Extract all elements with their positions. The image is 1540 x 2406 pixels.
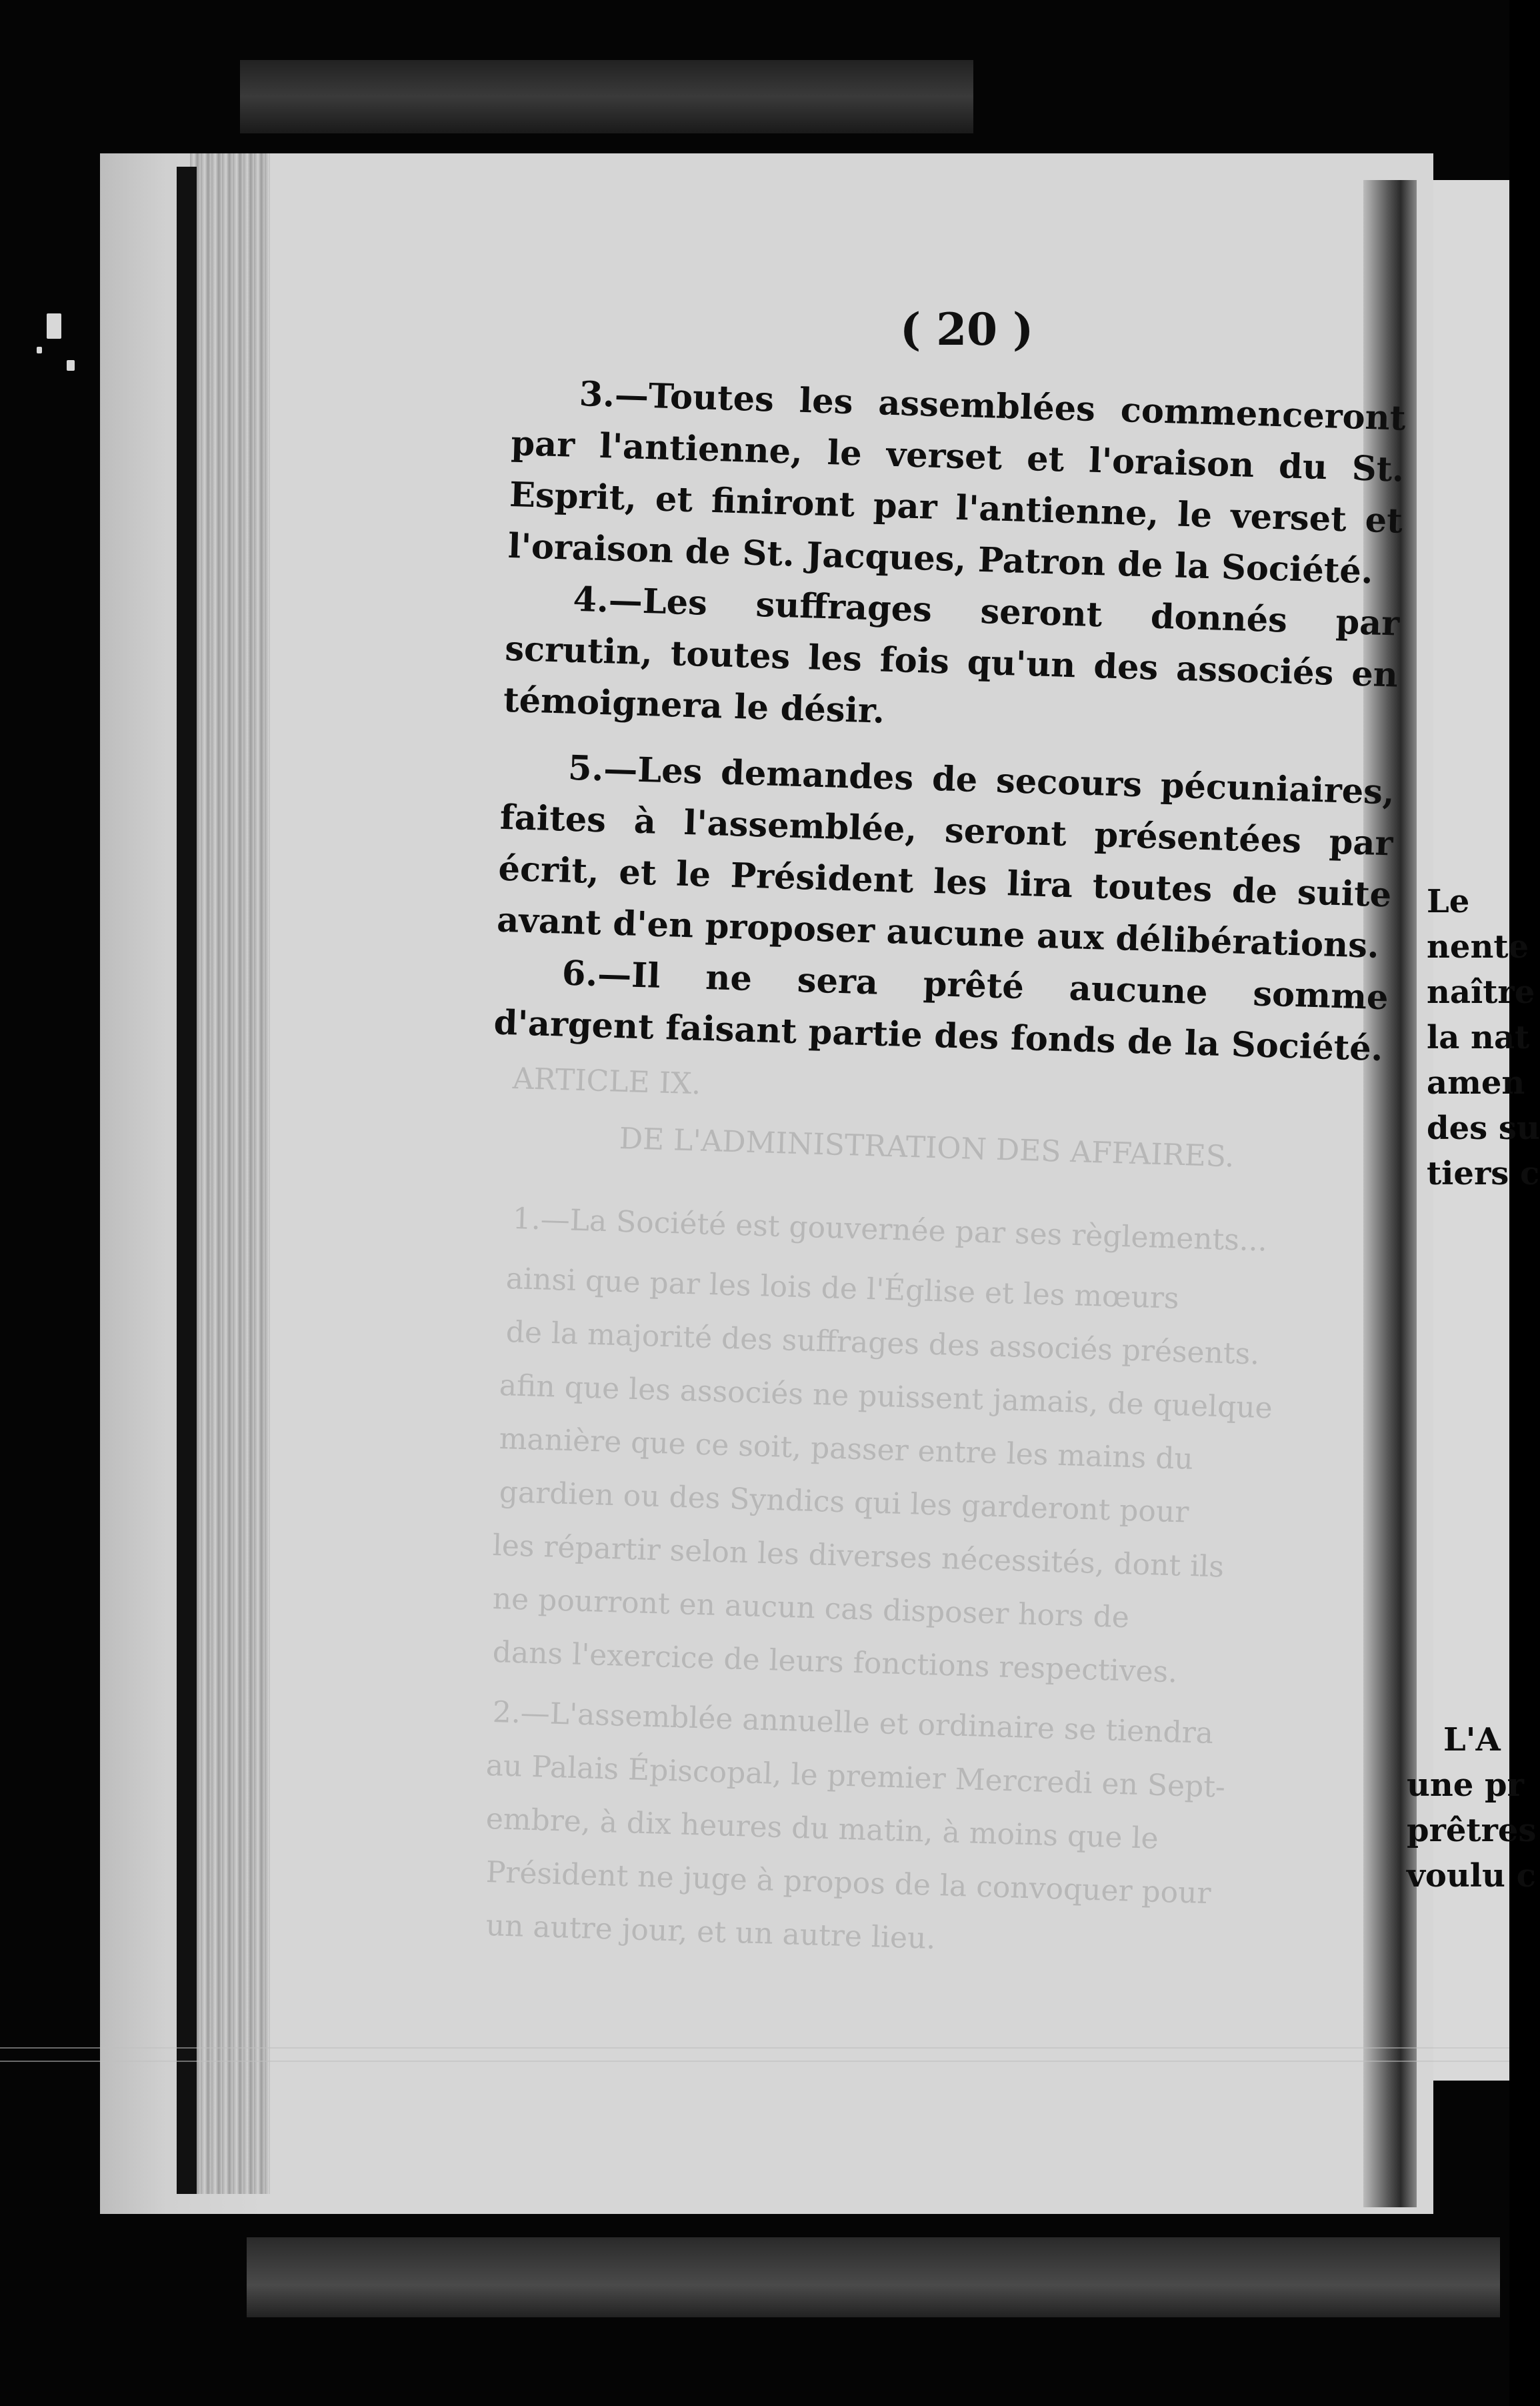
show-through-text: dans l'exercice de leurs fonctions respectives.	[492, 1634, 1178, 1690]
facing-line: des su	[1427, 1110, 1540, 1147]
page-edges	[190, 153, 270, 2194]
show-through-text: manière que ce soit, passer entre les mains du	[499, 1421, 1194, 1476]
paragraph-4: 4.—Les suffrages seront donnés par scrutin, toutes les fois qu'un des associés en témoignera le désir.	[503, 579, 1401, 732]
facing-page-text-upper	[1427, 879, 1540, 1196]
dust-speck	[37, 347, 42, 353]
facing-line: voulu c	[1407, 1857, 1536, 1895]
show-through-text: DE L'ADMINISTRATION DES AFFAIRES.	[619, 1121, 1235, 1174]
film-strip-bottom	[247, 2237, 1500, 2317]
facing-line: L'A	[1443, 1721, 1501, 1758]
facing-line: naître	[1427, 974, 1535, 1011]
facing-line: Le	[1427, 883, 1470, 920]
facing-line: nente	[1427, 928, 1529, 966]
show-through-text: un autre jour, et un autre lieu.	[485, 1908, 937, 1956]
paragraph-5: 5.—Les demandes de secours pécuniaires, faites à l'assemblée, seront présentées par écrit, et le Président les lira toutes de suite avant d'en proposer aucune aux délibérations.	[496, 748, 1395, 966]
show-through-text: Président ne juge à propos de la convoquer pour	[485, 1855, 1212, 1911]
binding-edge	[177, 167, 197, 2194]
dust-speck	[47, 313, 61, 339]
show-through-text: 1.—La Société est gouvernée par ses règlements...	[512, 1201, 1268, 1258]
page-number: ( 20 )	[900, 303, 1034, 355]
scan-artifact-line	[0, 2061, 1509, 2062]
dust-speck	[67, 360, 75, 371]
facing-line: amen	[1427, 1064, 1525, 1102]
show-through-text: ainsi que par les lois de l'Église et les mœurs	[505, 1261, 1180, 1316]
show-through-text: ne pourront en aucun cas disposer hors de	[492, 1581, 1130, 1635]
facing-line: tiers c	[1427, 1155, 1540, 1192]
paragraph-3: 3.—Toutes les assemblées commenceront par l'antienne, le verset et l'oraison du St. Esprit, et finiront par l'antienne, le verset et l'oraison de St. Jacques, Patron de la Société.	[507, 373, 1407, 592]
article-text	[493, 367, 1407, 1075]
show-through-text: ARTICLE IX.	[512, 1061, 702, 1102]
show-through-text: embre, à dix heures du matin, à moins que le	[485, 1801, 1159, 1856]
film-strip-top	[240, 60, 973, 133]
facing-line: une pr	[1407, 1766, 1524, 1804]
facing-line: la nat	[1427, 1019, 1530, 1056]
show-through-text: afin que les associés ne puissent jamais, de quelque	[499, 1368, 1273, 1426]
facing-page-text-lower	[1407, 1717, 1537, 1899]
facing-line: prêtres	[1407, 1812, 1537, 1849]
show-through-text: de la majorité des suffrages des associés présents.	[505, 1314, 1260, 1372]
show-through-text: les répartir selon les diverses nécessités, dont ils	[492, 1528, 1225, 1584]
show-through-text: au Palais Épiscopal, le premier Mercredi en Sept-	[485, 1748, 1226, 1804]
show-through-text: 2.—L'assemblée annuelle et ordinaire se tiendra	[492, 1694, 1214, 1751]
paragraph-6: 6.—Il ne sera prêté aucune somme d'argent faisant partie des fonds de la Société.	[493, 953, 1389, 1070]
scan-artifact-line	[0, 2047, 1509, 2049]
show-through-text: gardien ou des Syndics qui les garderont pour	[499, 1474, 1190, 1530]
